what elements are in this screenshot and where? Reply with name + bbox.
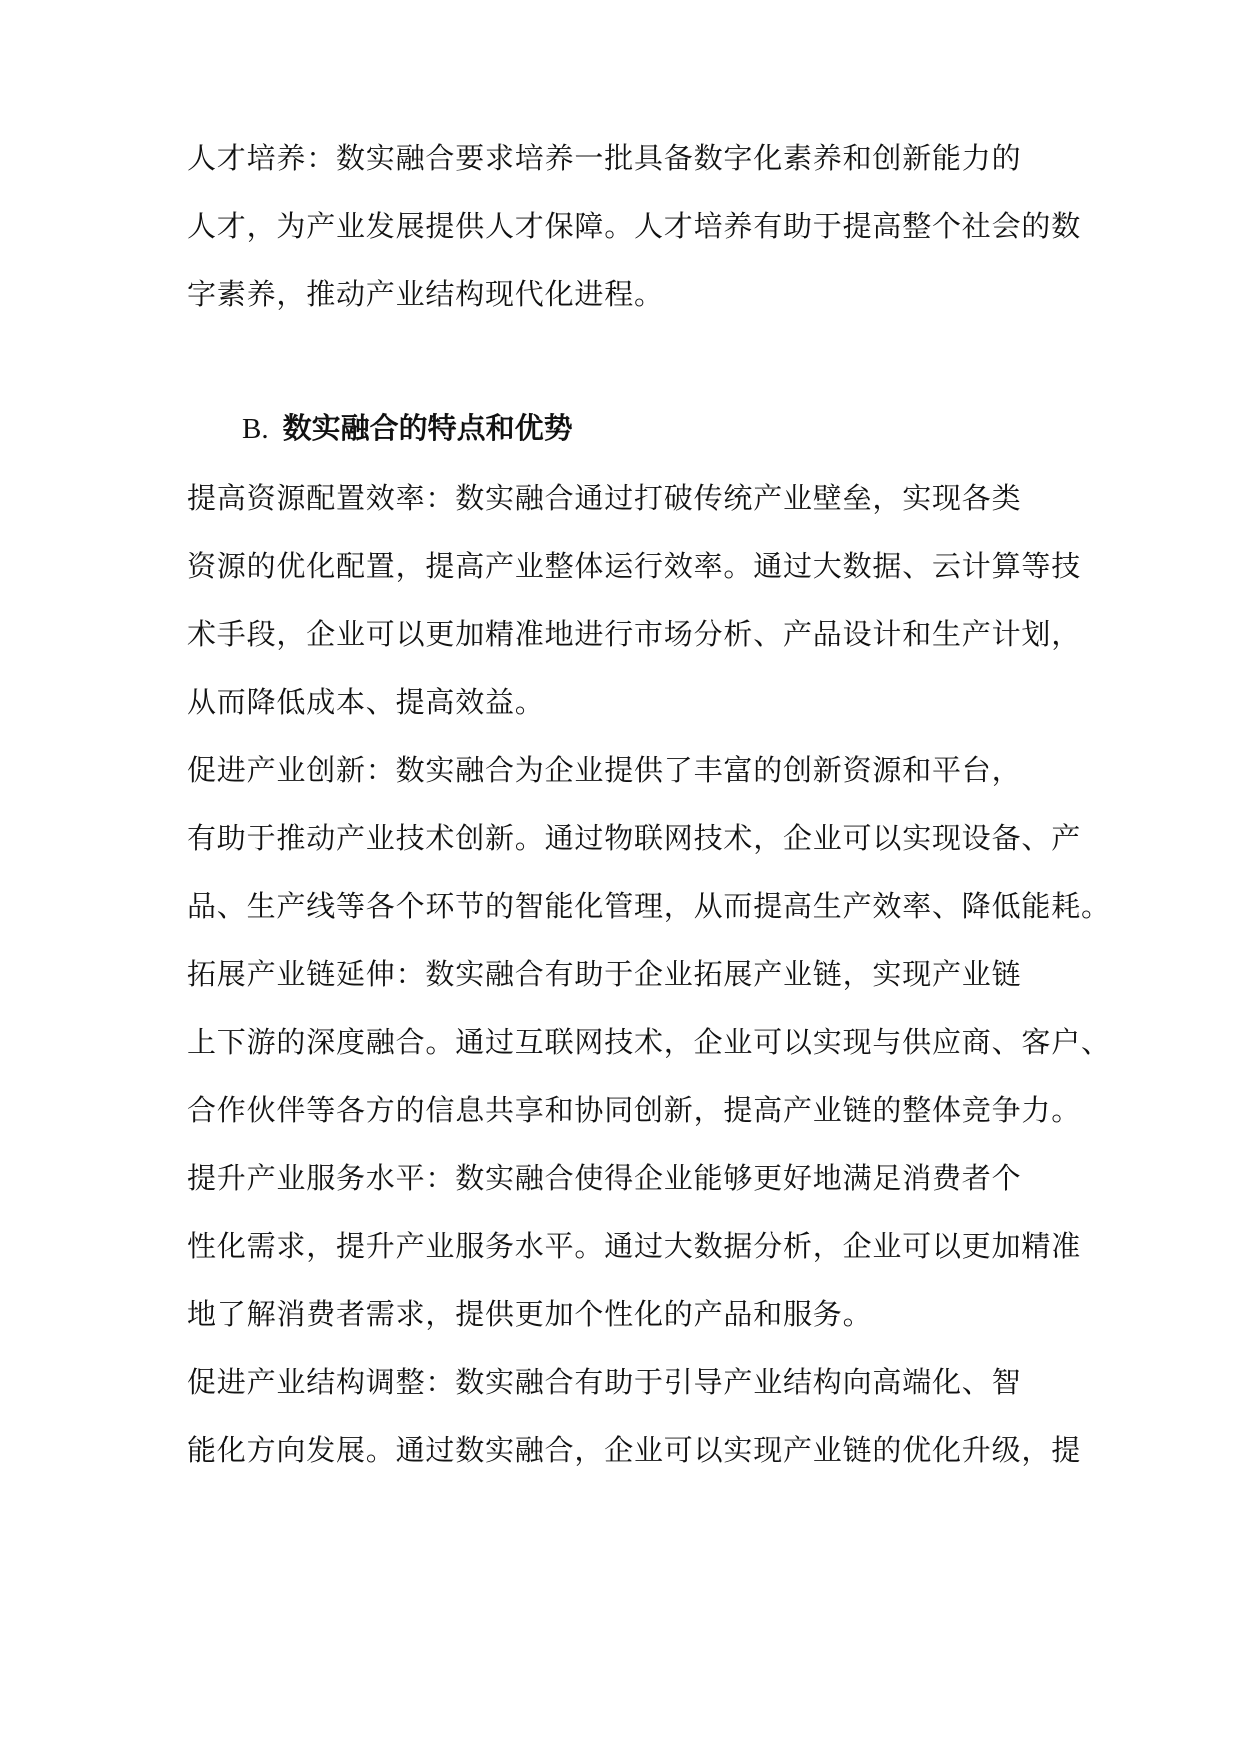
section-heading — [242, 410, 573, 447]
paragraph-chain-line: 拓展产业链延伸：数实融合有助于企业拓展产业链，实现产业链 — [187, 957, 1022, 991]
paragraph-service-line: 提升产业服务水平：数实融合使得企业能够更好地满足消费者个 — [187, 1161, 1022, 1195]
section-marker: B. — [242, 413, 269, 445]
paragraph-efficiency-line: 术手段，企业可以更加精准地进行市场分析、产品设计和生产计划， — [187, 617, 1082, 651]
paragraph-service-line: 性化需求，提升产业服务水平。通过大数据分析，企业可以更加精准 — [187, 1229, 1082, 1263]
paragraph-innovation-line: 有助于推动产业技术创新。通过物联网技术，企业可以实现设备、产 — [187, 821, 1082, 855]
paragraph-structure-line: 能化方向发展。通过数实融合，企业可以实现产业链的优化升级，提 — [187, 1433, 1082, 1467]
paragraph-efficiency-line: 提高资源配置效率：数实融合通过打破传统产业壁垒，实现各类 — [187, 481, 1022, 515]
paragraph-chain-line: 上下游的深度融合。通过互联网技术，企业可以实现与供应商、客户、 — [187, 1025, 1111, 1059]
paragraph-chain-line: 合作伙伴等各方的信息共享和协同创新，提高产业链的整体竞争力。 — [187, 1093, 1082, 1127]
paragraph-talent-line: 字素养，推动产业结构现代化进程。 — [187, 277, 664, 311]
paragraph-talent-line: 人才培养：数实融合要求培养一批具备数字化素养和创新能力的 — [187, 141, 1022, 175]
paragraph-service-line: 地了解消费者需求，提供更加个性化的产品和服务。 — [187, 1297, 873, 1331]
paragraph-innovation-line: 品、生产线等各个环节的智能化管理，从而提高生产效率、降低能耗。 — [187, 889, 1111, 923]
section-title: 数实融合的特点和优势 — [282, 411, 573, 445]
paragraph-efficiency-line: 资源的优化配置，提高产业整体运行效率。通过大数据、云计算等技 — [187, 549, 1082, 583]
paragraph-structure-line: 促进产业结构调整：数实融合有助于引导产业结构向高端化、智 — [187, 1365, 1022, 1399]
paragraph-innovation-line: 促进产业创新：数实融合为企业提供了丰富的创新资源和平台， — [187, 753, 1022, 787]
paragraph-talent-line: 人才，为产业发展提供人才保障。人才培养有助于提高整个社会的数 — [187, 209, 1082, 243]
paragraph-efficiency-line: 从而降低成本、提高效益。 — [187, 685, 545, 719]
